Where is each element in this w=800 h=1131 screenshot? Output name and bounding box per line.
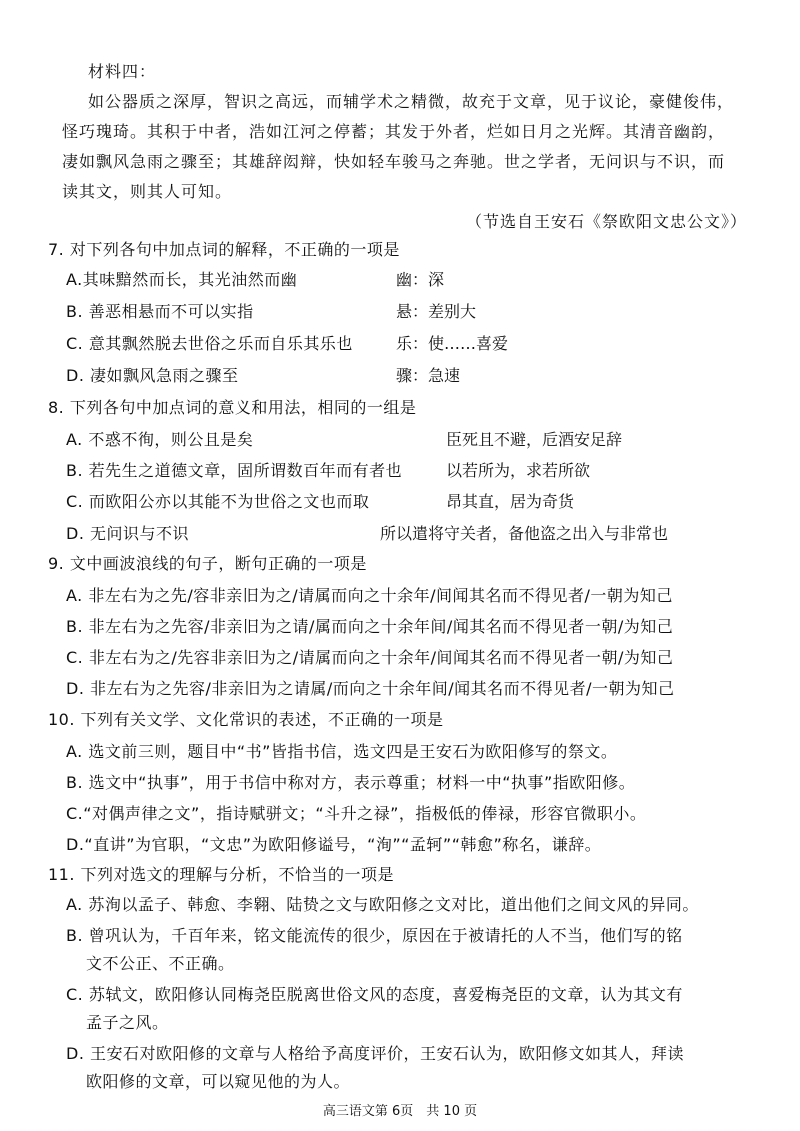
q11-option-b-cont: 文不公正、不正确。 xyxy=(86,954,235,973)
material-line: 怪巧瑰琦。其积于中者，浩如江河之停蓄；其发于外者，烂如日月之光辉。其清音幽韵， xyxy=(62,122,726,141)
q8-option-a-pair: 臣死且不避，卮酒安足辞 xyxy=(446,430,623,449)
q8-option-d: D. 无问识与不识 xyxy=(66,524,189,543)
q7-option-c: C. 意其飘然脱去世俗之乐而自乐其乐也 xyxy=(66,334,353,353)
q11-option-c: C. 苏轼文，欧阳修认同梅尧臣脱离世俗文风的态度，喜爱梅尧臣的文章，认为其文有 xyxy=(66,985,683,1004)
q8-option-b-pair: 以若所为，求若所欲 xyxy=(446,461,591,480)
q11-option-c-cont: 孟子之风。 xyxy=(86,1013,169,1032)
q8-option-c: C. 而欧阳公亦以其能不为世俗之文也而取 xyxy=(66,492,370,511)
q10-option-b: B. 选文中“执事”，用于书信中称对方，表示尊重；材料一中“执事”指欧阳修。 xyxy=(66,773,636,792)
q10-option-c: C.“对偶声律之文”，指诗赋骈文；“斗升之禄”，指极低的俸禄，形容官微职小。 xyxy=(66,804,647,823)
q10-option-a: A. 选文前三则，题目中“书”皆指书信，选文四是王安石为欧阳修写的祭文。 xyxy=(66,742,618,761)
q7-option-c-gloss: 乐：使……喜爱 xyxy=(396,334,509,353)
q10-option-d: D.“直讲”为官职，“文忠”为欧阳修谥号，“洵”“孟轲”“韩愈”称名，谦辞。 xyxy=(66,835,602,854)
q7-option-a-gloss: 幽：深 xyxy=(396,270,445,289)
material-line: 读其文，则其人可知。 xyxy=(62,182,233,201)
question-8-stem: 8. 下列各句中加点词的意义和用法，相同的一组是 xyxy=(48,398,417,417)
q8-option-c-pair: 昂其直，居为奇货 xyxy=(446,492,575,511)
q9-option-d: D. 非左右为之先容/非亲旧为之请属/而向之十余年间/闻其名而不得见者/一朝为知己 xyxy=(66,679,675,698)
q9-option-c: C. 非左右为之/先容非亲旧为之/请属而向之十余年/间闻其名而不得见者一朝/为知己 xyxy=(66,648,674,667)
q11-option-d: D. 王安石对欧阳修的文章与人格给予高度评价，王安石认为，欧阳修文如其人，拜读 xyxy=(66,1044,684,1063)
material-source: （节选自王安石《祭欧阳文忠公文》） xyxy=(466,212,748,231)
q11-option-d-cont: 欧阳修的文章，可以窥见他的为人。 xyxy=(86,1072,351,1091)
material-line: 如公器质之深厚，智识之高远，而辅学术之精微，故充于文章，见于议论，豪健俊伟， xyxy=(88,92,735,111)
question-7-stem: 7. 对下列各句中加点词的解释，不正确的一项是 xyxy=(48,240,400,259)
q7-option-b: B. 善恶相悬而不可以实指 xyxy=(66,302,254,321)
question-9-stem: 9. 文中画波浪线的句子，断句正确的一项是 xyxy=(48,554,367,573)
q7-option-d: D. 凄如飘风急雨之骤至 xyxy=(66,366,239,385)
q11-option-b: B. 曾巩认为，千百年来，铭文能流传的很少，原因在于被请托的人不当，他们写的铭 xyxy=(66,926,683,945)
page-footer: 高三语文第 6页 共 10 页 xyxy=(322,1104,478,1119)
material-line: 凄如飘风急雨之骤至；其雄辞闳辩，快如轻车骏马之奔驰。世之学者，无问识与不识，而 xyxy=(62,152,726,171)
q8-option-a: A. 不惑不徇，则公且是矣 xyxy=(66,430,254,449)
q9-option-b: B. 非左右为之先容/非亲旧为之请/属而向之十余年间/闻其名而不得见者一朝/为知己 xyxy=(66,617,674,636)
question-11-stem: 11. 下列对选文的理解与分析，不恰当的一项是 xyxy=(48,865,395,884)
q7-option-b-gloss: 悬：差别大 xyxy=(396,302,477,321)
q7-option-d-gloss: 骤：急速 xyxy=(396,366,461,385)
material-heading: 材料四： xyxy=(88,62,157,81)
q11-option-a: A. 苏洵以孟子、韩愈、李翱、陆贽之文与欧阳修之文对比，道出他们之间文风的异同。 xyxy=(66,895,699,914)
q9-option-a: A. 非左右为之先/容非亲旧为之/请属而向之十余年/间闻其名而不得见者/一朝为知己 xyxy=(66,586,673,605)
q7-option-a: A.其味黯然而长，其光油然而幽 xyxy=(66,270,298,289)
q8-option-d-pair: 所以遣将守关者，备他盗之出入与非常也 xyxy=(380,524,669,543)
question-10-stem: 10. 下列有关文学、文化常识的表述，不正确的一项是 xyxy=(48,710,444,729)
q8-option-b: B. 若先生之道德文章，固所谓数百年而有者也 xyxy=(66,461,403,480)
